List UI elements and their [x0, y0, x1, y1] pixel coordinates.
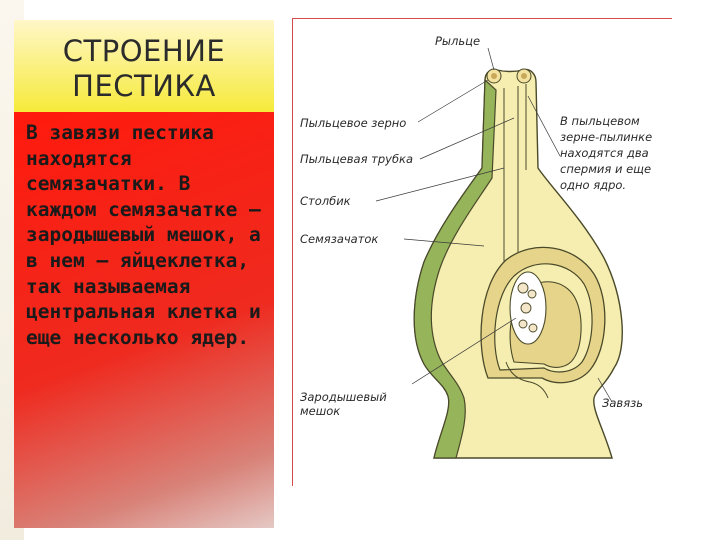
pollen-grain [491, 73, 497, 79]
note-line-5: одно ядро. [560, 178, 627, 192]
pollen-grain [521, 73, 527, 79]
label-embryo-sac-line-2: мешок [300, 404, 341, 418]
note-line-4: спермия и еще [560, 162, 652, 176]
slide-body-text: В завязи пестика находятся семязачатки. В каждом семязачатке — зародышевый мешок, а в нем — яйцеклетка, так называемая центральная клетка и еще несколько ядер. [26, 121, 261, 349]
label-ovule: Семязачаток [300, 232, 379, 246]
leader-line-pollen-grain [418, 80, 488, 122]
antipodal-cell [529, 324, 537, 332]
label-pollen-grain: Пыльцевое зерно [300, 116, 407, 130]
note-line-1: В пыльцевом [560, 114, 640, 128]
leader-line-pollen [488, 48, 494, 70]
label-pollen-tube: Пыльцевая трубка [300, 152, 414, 166]
note-line-3: находятся два [560, 146, 649, 160]
note-line-2: зерне-пылинке [560, 130, 653, 144]
synergid-cell [528, 290, 536, 298]
title-line-2: ПЕСТИКА [72, 69, 216, 103]
label-style: Столбик [300, 194, 351, 208]
central-cell-nucleus [521, 303, 531, 313]
slide-title [14, 34, 274, 104]
pistil-diagram [292, 18, 672, 488]
title-line-1: СТРОЕНИЕ [62, 34, 226, 68]
label-pollen: Рыльце [435, 34, 481, 48]
egg-cell [518, 283, 528, 293]
label-embryo-sac-line-1: Зародышевый [300, 390, 387, 404]
antipodal-cell [519, 320, 527, 328]
label-ovary: Завязь [602, 396, 644, 410]
